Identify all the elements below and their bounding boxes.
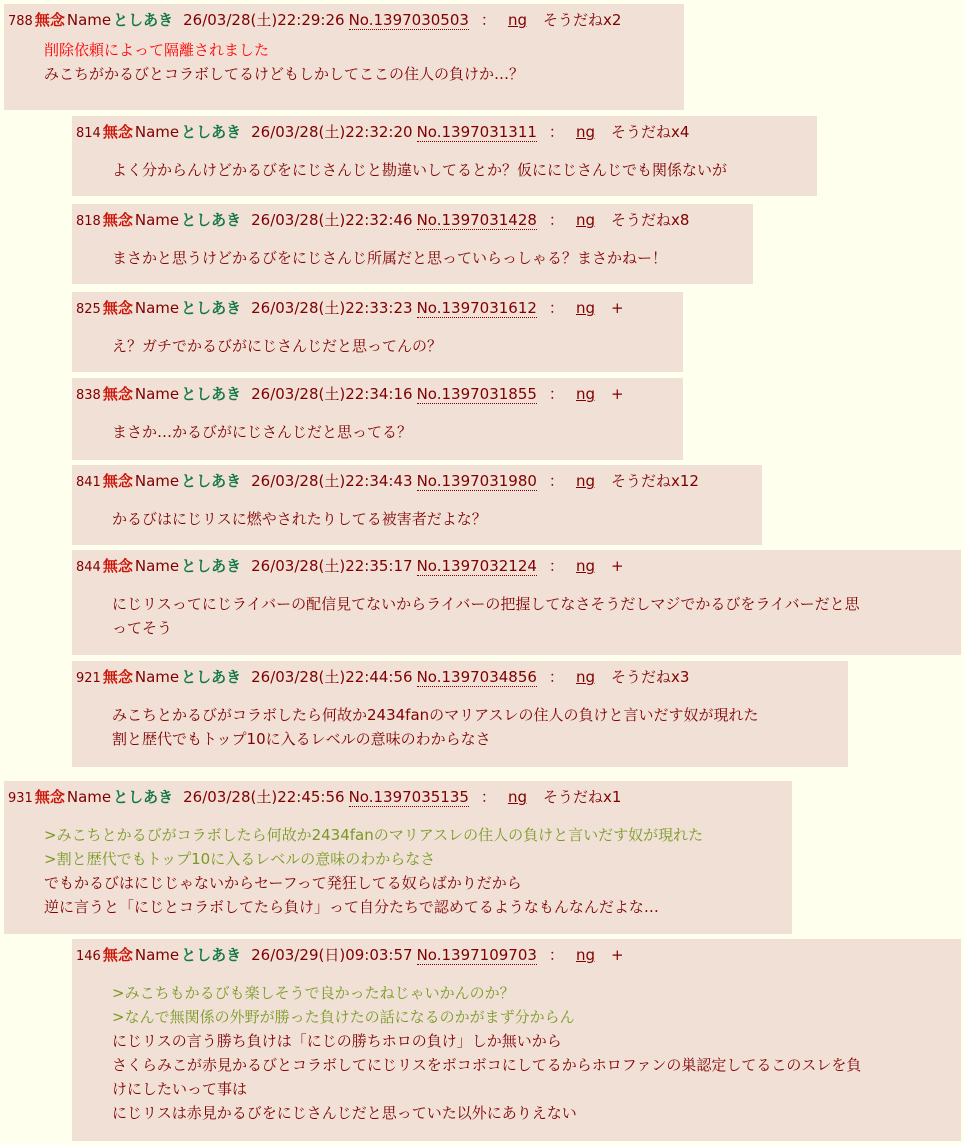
name-label: Name <box>134 557 180 575</box>
post-datetime: 26/03/28(土)22:45:56 <box>183 788 345 806</box>
poster-name: としあき <box>181 299 242 317</box>
ng-link[interactable]: ng <box>575 946 595 964</box>
sodane-button[interactable]: + <box>610 557 624 575</box>
post-subject: 無念 <box>102 946 133 964</box>
post-number-link[interactable]: No.1397030503 <box>348 11 469 29</box>
ng-link[interactable]: ng <box>575 123 595 141</box>
name-label: Name <box>134 472 180 490</box>
reply-post <box>4 4 684 110</box>
post-number-link[interactable]: No.1397031855 <box>416 385 537 403</box>
comment-line: 割と歴代でもトップ10に入るレベルの意味のわからなさ <box>112 730 491 748</box>
sodane-button[interactable]: そうだねx3 <box>610 668 690 686</box>
separator: ： <box>548 385 564 403</box>
separator: ： <box>548 211 564 229</box>
reply-sequence-number: 825 <box>76 302 101 317</box>
separator: ： <box>548 668 564 686</box>
moderation-notice: 削除依頼によって隔離されました <box>44 41 270 59</box>
comment-line: かるびはにじリスに燃やされたりしてる被害者だよな？ <box>112 510 487 528</box>
post-body <box>112 420 673 444</box>
post-header <box>76 122 807 144</box>
post-header <box>76 298 673 320</box>
ng-link[interactable]: ng <box>575 211 595 229</box>
reply-post <box>72 378 683 460</box>
name-label: Name <box>66 788 112 806</box>
reply-sequence-number: 814 <box>76 126 101 141</box>
post-datetime: 26/03/28(土)22:33:23 <box>251 299 413 317</box>
comment-line: にじリスの言う勝ち負けは「にじの勝ちホロの負け」しか無いから <box>112 1032 562 1050</box>
reply-sequence-number: 931 <box>8 791 33 806</box>
ng-link[interactable]: ng <box>575 385 595 403</box>
post-body <box>112 158 807 182</box>
post-header <box>76 210 743 232</box>
post-datetime: 26/03/28(土)22:29:26 <box>183 11 345 29</box>
post-number-link[interactable]: No.1397031428 <box>416 211 537 229</box>
name-label: Name <box>66 11 112 29</box>
post-header <box>8 10 674 32</box>
quoted-text-line: >みこちとかるびがコラボしたら何故か2434fanのマリアスレの住人の負けと言いだす奴が現れた <box>44 826 704 844</box>
sodane-button[interactable]: そうだねx2 <box>542 11 622 29</box>
comment-line: まさか…かるびがにじさんじだと思ってる？ <box>112 423 413 441</box>
quoted-text-line: >なんで無関係の外野が勝った負けたの話になるのかがまず分からん <box>112 1008 575 1026</box>
post-subject: 無念 <box>102 472 133 490</box>
post-subject: 無念 <box>102 668 133 686</box>
sodane-button[interactable]: そうだねx4 <box>610 123 690 141</box>
name-label: Name <box>134 668 180 686</box>
post-body <box>112 246 743 270</box>
post-header <box>76 384 673 406</box>
comment-line: さくらみこが赤見かるびとコラボしてにじリスをボコボコにしてるからホロファンの巣認定してるこのスレを負 <box>112 1056 862 1074</box>
poster-name: としあき <box>181 946 242 964</box>
reply-sequence-number: 921 <box>76 671 101 686</box>
ng-link[interactable]: ng <box>575 557 595 575</box>
post-datetime: 26/03/28(土)22:32:46 <box>251 211 413 229</box>
name-label: Name <box>134 385 180 403</box>
comment-line: でもかるびはにじじゃないからセーフって発狂してる奴らばかりだから <box>44 874 522 892</box>
comment-line: みこちとかるびがコラボしたら何故か2434fanのマリアスレの住人の負けと言いだす奴が現れた <box>112 706 759 724</box>
post-body <box>112 507 752 531</box>
post-datetime: 26/03/28(土)22:34:16 <box>251 385 413 403</box>
reply-post <box>72 939 961 1141</box>
post-subject: 無念 <box>102 211 133 229</box>
post-datetime: 26/03/28(土)22:34:43 <box>251 472 413 490</box>
poster-name: としあき <box>181 668 242 686</box>
post-subject: 無念 <box>102 123 133 141</box>
name-label: Name <box>134 211 180 229</box>
poster-name: としあき <box>181 385 242 403</box>
post-datetime: 26/03/28(土)22:44:56 <box>251 668 413 686</box>
poster-name: としあき <box>113 788 174 806</box>
post-datetime: 26/03/28(土)22:35:17 <box>251 557 413 575</box>
ng-link[interactable]: ng <box>507 11 527 29</box>
reply-sequence-number: 818 <box>76 214 101 229</box>
post-subject: 無念 <box>102 557 133 575</box>
sodane-button[interactable]: そうだねx8 <box>610 211 690 229</box>
separator: ： <box>548 299 564 317</box>
post-body <box>112 981 951 1125</box>
poster-name: としあき <box>181 557 242 575</box>
comment-line: 逆に言うと「にじとコラボしてたら負け」って自分たちで認めてるようなもんなんだよな… <box>44 898 659 916</box>
post-header <box>76 667 838 689</box>
name-label: Name <box>134 299 180 317</box>
reply-sequence-number: 788 <box>8 14 33 29</box>
post-datetime: 26/03/28(土)22:32:20 <box>251 123 413 141</box>
reply-post <box>72 550 961 655</box>
post-header <box>76 556 951 578</box>
reply-post <box>72 116 817 196</box>
separator: ： <box>548 472 564 490</box>
post-subject: 無念 <box>102 385 133 403</box>
comment-line: よく分からんけどかるびをにじさんじと勘違いしてるとか？仮ににじさんじでも関係ないが <box>112 161 728 179</box>
reply-sequence-number: 841 <box>76 475 101 490</box>
reply-post <box>72 204 753 284</box>
post-number-link[interactable]: No.1397032124 <box>416 557 537 575</box>
comment-line: みこちがかるびとコラボしてるけどもしかしてここの住人の負けか…？ <box>44 65 525 83</box>
post-number-link[interactable]: No.1397034856 <box>416 668 537 686</box>
post-number-link[interactable]: No.1397031980 <box>416 472 537 490</box>
post-number-link[interactable]: No.1397031311 <box>416 123 537 141</box>
separator: ： <box>480 11 496 29</box>
comment-line: けにしたいって事は <box>112 1080 248 1098</box>
ng-link[interactable]: ng <box>575 299 595 317</box>
post-subject: 無念 <box>102 299 133 317</box>
ng-link[interactable]: ng <box>575 668 595 686</box>
post-subject: 無念 <box>34 11 65 29</box>
reply-post <box>72 292 683 372</box>
post-body <box>112 592 951 640</box>
post-subject: 無念 <box>34 788 65 806</box>
sodane-button[interactable]: そうだねx1 <box>542 788 622 806</box>
poster-name: としあき <box>181 472 242 490</box>
separator: ： <box>548 123 564 141</box>
post-number-link[interactable]: No.1397031612 <box>416 299 537 317</box>
quoted-text-line: >みこちもかるびも楽しそうで良かったねじゃいかんのか？ <box>112 984 515 1002</box>
reply-sequence-number: 146 <box>76 949 101 964</box>
ng-link[interactable]: ng <box>507 788 527 806</box>
comment-line: ってそう <box>112 619 173 637</box>
post-datetime: 26/03/29(日)09:03:57 <box>251 946 413 964</box>
poster-name: としあき <box>181 123 242 141</box>
sodane-button[interactable]: + <box>610 299 624 317</box>
reply-post <box>4 781 792 934</box>
post-body <box>44 38 674 86</box>
separator: ： <box>548 557 564 575</box>
post-header <box>76 945 951 967</box>
post-header <box>8 787 782 809</box>
reply-post <box>72 661 848 767</box>
quoted-text-line: >割と歴代でもトップ10に入るレベルの意味のわからなさ <box>44 850 436 868</box>
sodane-button[interactable]: + <box>610 946 624 964</box>
comment-line: え？ガチでかるびがにじさんじだと思ってんの？ <box>112 337 443 355</box>
post-body <box>112 334 673 358</box>
comment-line: まさかと思うけどかるびをにじさんじ所属だと思っていらっしゃる？まさかねー！ <box>112 249 668 267</box>
reply-post <box>72 465 762 545</box>
name-label: Name <box>134 123 180 141</box>
ng-link[interactable]: ng <box>575 472 595 490</box>
poster-name: としあき <box>113 11 174 29</box>
sodane-button[interactable]: + <box>610 385 624 403</box>
separator: ： <box>548 946 564 964</box>
reply-sequence-number: 844 <box>76 560 101 575</box>
post-header <box>76 471 752 493</box>
sodane-button[interactable]: そうだねx12 <box>610 472 699 490</box>
comment-line: にじリスってにじライバーの配信見てないからライバーの把握してなさそうだしマジでかるびをライバーだと思 <box>112 595 860 613</box>
separator: ： <box>480 788 496 806</box>
comment-line: にじリスは赤見かるびをにじさんじだと思っていた以外にありえない <box>112 1104 577 1122</box>
post-body <box>112 703 838 751</box>
reply-sequence-number: 838 <box>76 388 101 403</box>
poster-name: としあき <box>181 211 242 229</box>
post-number-link[interactable]: No.1397035135 <box>348 788 469 806</box>
post-number-link[interactable]: No.1397109703 <box>416 946 537 964</box>
name-label: Name <box>134 946 180 964</box>
post-body <box>44 823 782 919</box>
